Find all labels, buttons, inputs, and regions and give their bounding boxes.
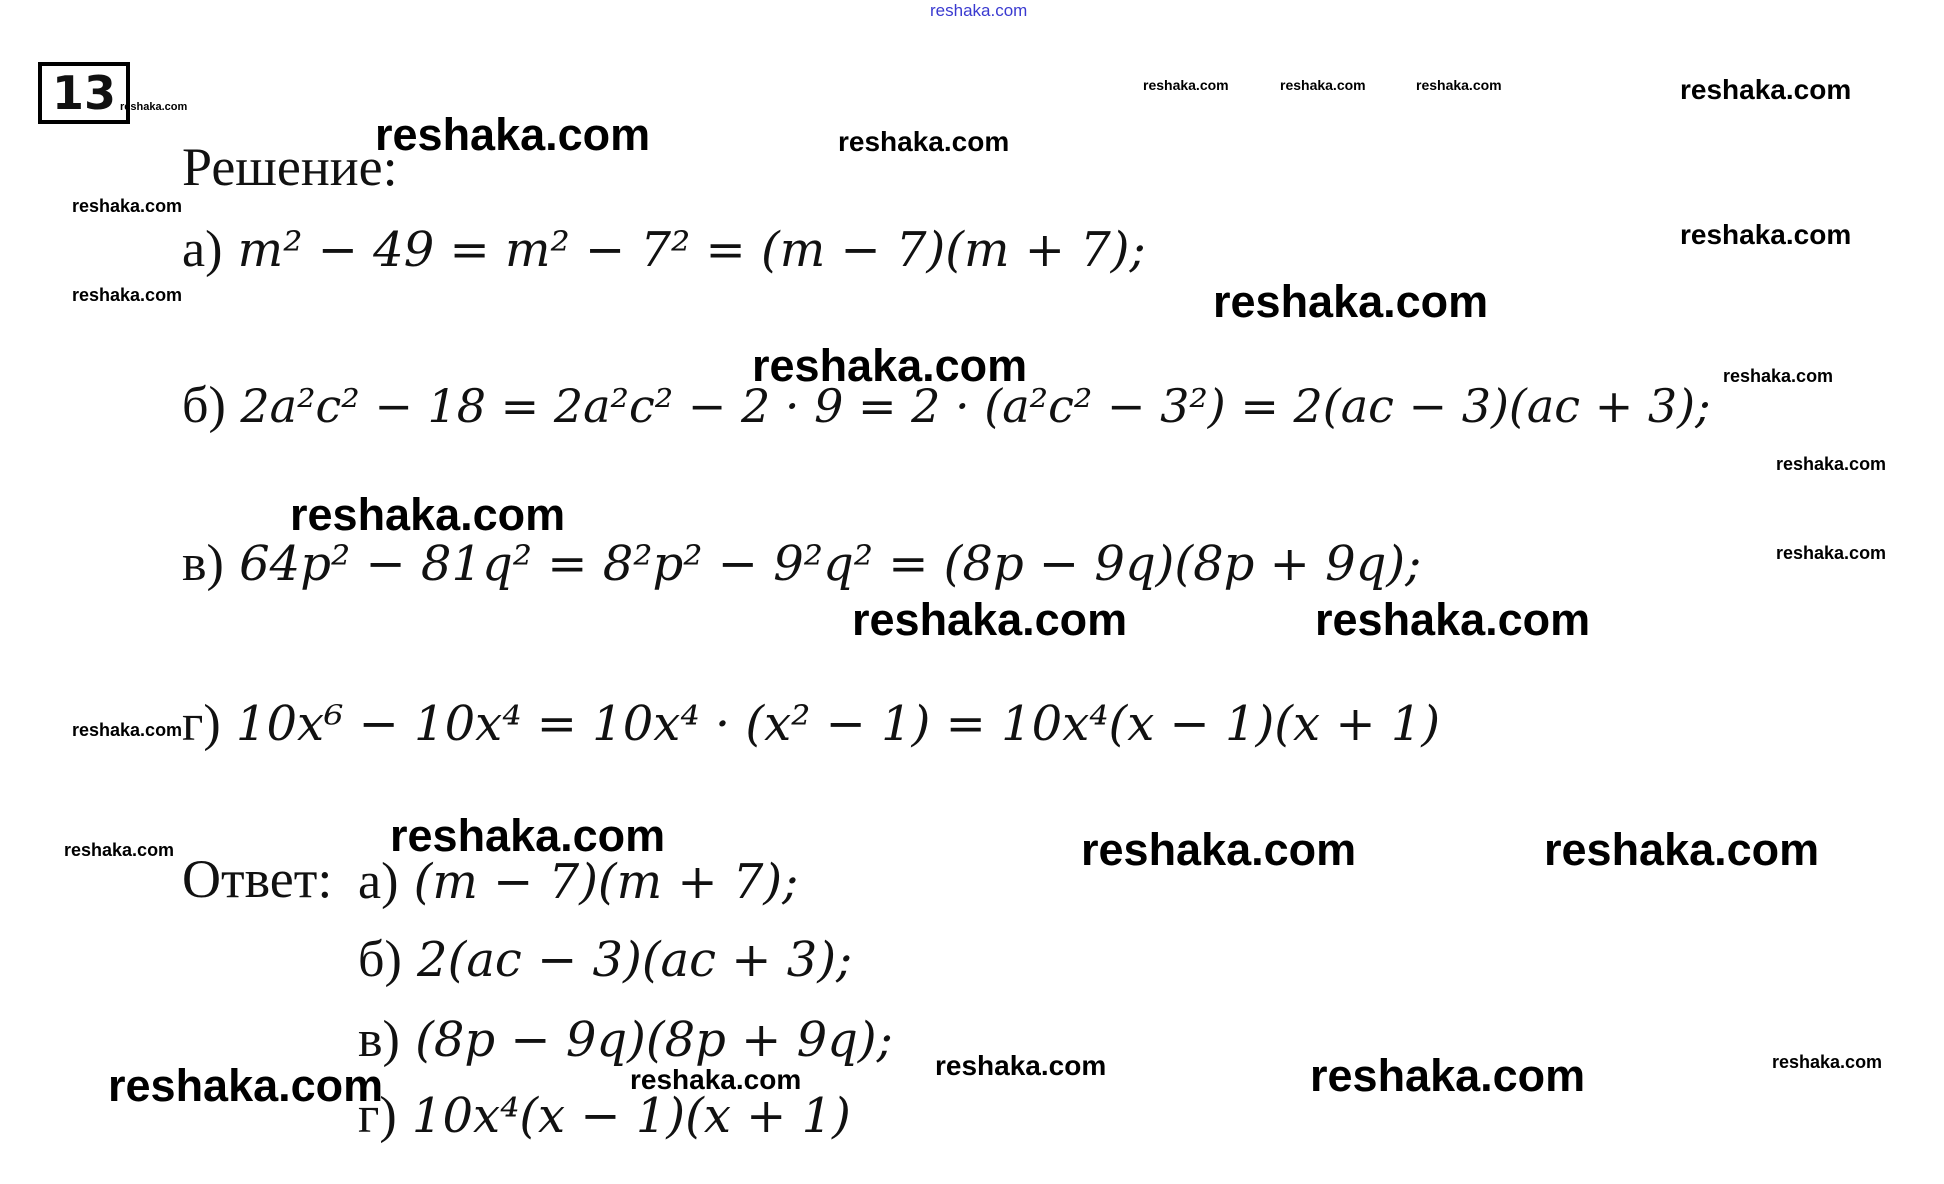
watermark: reshaka.com xyxy=(72,720,183,740)
answer-line-b xyxy=(358,931,853,988)
solution-line-c xyxy=(182,535,1422,592)
item-label: в) xyxy=(182,535,224,592)
math-expression: 10x⁴(x − 1)(x + 1) xyxy=(411,1088,851,1144)
watermark: reshaka.com xyxy=(1310,1050,1586,1101)
solution-heading: Решение: xyxy=(182,137,398,197)
item-label: а) xyxy=(358,853,399,910)
watermark: reshaka.com xyxy=(64,840,175,860)
watermark: reshaka.com xyxy=(1680,74,1852,105)
watermark: reshaka.com xyxy=(1143,77,1229,93)
item-label: б) xyxy=(358,931,402,988)
watermark: reshaka.com xyxy=(630,1064,802,1095)
watermark: reshaka.com xyxy=(120,101,188,113)
item-label: г) xyxy=(358,1087,397,1144)
watermark: reshaka.com xyxy=(1723,366,1834,386)
watermark: reshaka.com xyxy=(838,126,1010,157)
watermark: reshaka.com xyxy=(1213,276,1489,327)
watermark: reshaka.com xyxy=(72,285,183,305)
watermark: reshaka.com xyxy=(390,810,666,861)
watermark: reshaka.com xyxy=(930,1,1028,20)
item-label: в) xyxy=(358,1011,400,1068)
watermark: reshaka.com xyxy=(1315,594,1591,645)
watermark: reshaka.com xyxy=(1280,77,1366,93)
watermark: reshaka.com xyxy=(1680,219,1852,250)
watermark: reshaka.com xyxy=(1081,824,1357,875)
task-number: 13 xyxy=(38,62,130,124)
math-expression: 2a²c² − 18 = 2a²c² − 2 · 9 = 2 · (a²c² − 3²) = 2(ac − 3)(ac + 3); xyxy=(240,379,1711,433)
watermark: reshaka.com xyxy=(1776,454,1887,474)
math-expression: 10x⁶ − 10x⁴ = 10x⁴ · (x² − 1) = 10x⁴(x − 1)(x + 1) xyxy=(235,696,1441,752)
watermark: reshaka.com xyxy=(72,196,183,216)
watermark: reshaka.com xyxy=(290,489,566,540)
answer-heading: Ответ: xyxy=(182,849,333,909)
solution-line-d xyxy=(182,695,1441,752)
watermark: reshaka.com xyxy=(1416,77,1502,93)
math-expression: 2(ac − 3)(ac + 3); xyxy=(417,932,853,988)
math-expression: m² − 49 = m² − 7² = (m − 7)(m + 7); xyxy=(237,222,1146,278)
watermark: reshaka.com xyxy=(1776,543,1887,563)
watermark: reshaka.com xyxy=(1544,824,1820,875)
solution-line-b xyxy=(182,377,1711,434)
math-expression: 64p² − 81q² = 8²p² − 9²q² = (8p − 9q)(8p + 9q); xyxy=(239,536,1422,592)
watermark: reshaka.com xyxy=(1772,1052,1883,1072)
item-label: г) xyxy=(182,695,221,752)
math-expression: (m − 7)(m + 7); xyxy=(413,854,799,910)
item-label: а) xyxy=(182,221,223,278)
item-label: б) xyxy=(182,377,226,434)
watermark: reshaka.com xyxy=(108,1060,384,1111)
answer-line-c xyxy=(358,1011,893,1068)
solution-line-a xyxy=(182,221,1146,278)
watermark: reshaka.com xyxy=(752,340,1028,391)
math-expression: (8p − 9q)(8p + 9q); xyxy=(415,1012,893,1068)
watermark: reshaka.com xyxy=(375,109,651,160)
answer-line-a xyxy=(358,853,799,910)
watermark: reshaka.com xyxy=(852,594,1128,645)
answer-line-d xyxy=(358,1087,851,1144)
watermark: reshaka.com xyxy=(935,1050,1107,1081)
